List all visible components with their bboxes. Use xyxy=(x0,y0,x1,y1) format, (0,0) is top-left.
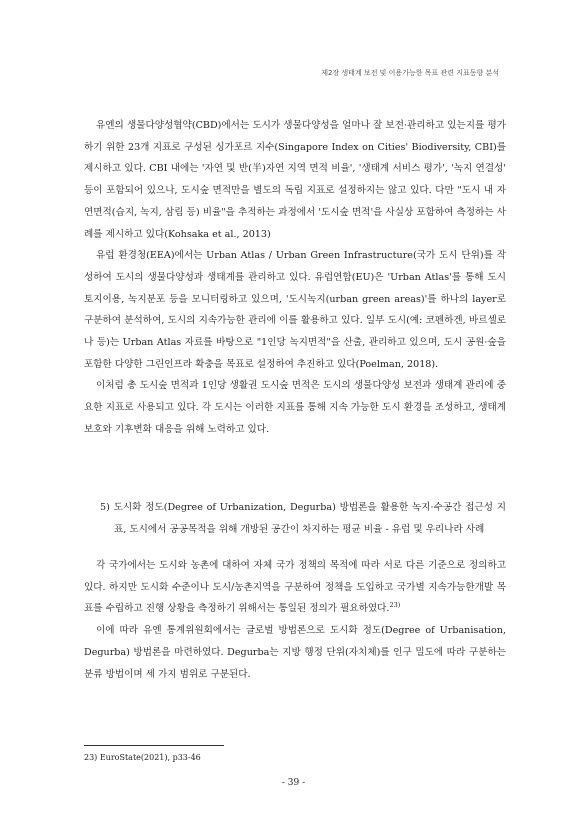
paragraph-cbd: 유엔의 생물다양성협약(CBD)에서는 도시가 생물다양성을 얼마나 잘 보전·관리하고 있는지를 평가하기 위한 23개 지표로 구성된 싱가포르 지수(Singapore Index on Cities' Biodiversity, CBI)를 제시하고 있다. CBI 내에는 '자연 및 반(半)자연 지역 면적 비율', '생태계 서비스 평가', '녹지 연결성' 등이 포함되어 있으나, 도시숲 면적만을 별도의 독립 지표로 설정하지는 않고 있다. 다만 "도시 내 자연면적(습지, 녹지, 삼림 등) 비율"을 추적하는 과정에서 '도시숲 면적'을 사실상 포함하여 측정하는 사례를 제시하고 있다(Kohsaka et al., 2013) xyxy=(84,120,506,240)
section-heading-text: 5) 도시화 정도(Degree of Urbanization, Degurba) 방법론을 활용한 녹지·수공간 접근성 지표, 도시에서 공공목적을 위해 개방된 공간이 차지하는 평균 비율 - 유럽 및 우리나라 사례 xyxy=(100,502,506,535)
running-header: 제2장 생태계 보전 및 이용가능한 목표 관련 지표동향 분석 xyxy=(321,69,499,77)
paragraph-urban-rural xyxy=(84,555,506,620)
page-number: - 39 - xyxy=(281,778,306,788)
paragraph-degurba: 이에 따라 유엔 통계위원회에서는 글로벌 방법론으로 도시화 정도(Degree of Urbanisation, Degurba) 방법론을 마련하였다. Degurba는 지방 행정 단위(자치체)를 인구 밀도에 따라 구분하는 분류 방법이며 세 가지 범위로 구분된다. xyxy=(84,625,506,680)
paragraph-summary: 이처럼 총 도시숲 면적과 1인당 생활권 도시숲 면적은 도시의 생물다양성 보전과 생태계 관리에 중요한 지표로 사용되고 있다. 각 도시는 이러한 지표를 통해 지속 가능한 도시 환경을 조성하고, 생태계 보호와 기후변화 대응을 위해 노력하고 있다. xyxy=(84,380,506,435)
footnote-reference[interactable]: 23) xyxy=(389,601,401,610)
footnote: 23) EuroState(2021), p33-46 xyxy=(84,753,201,762)
body-section-2 xyxy=(84,555,506,685)
section-heading xyxy=(100,497,506,540)
paragraph-urban-rural-text: 각 국가에서는 도시와 농촌에 대하여 자체 국가 정책의 목적에 따라 서로 다른 기준으로 정의하고 있다. 하지만 도시화 수준이나 도시/농촌지역을 구분하여 정책을 도입하고 국가별 지속가능한개발 목표를 수립하고 진행 상황을 측정하기 위해서는 통일된 정의가 필요하였다. xyxy=(84,560,506,615)
footnote-divider xyxy=(84,745,224,746)
body-section-1 xyxy=(84,115,506,441)
paragraph-eea: 유럽 환경청(EEA)에서는 Urban Atlas / Urban Green Infrastructure(국가 도시 단위)를 작성하여 도시의 생물다양성과 생태계를 관리하고 있다. 유럽연합(EU)은 'Urban Atlas'를 통해 도시 토지이용, 녹지분포 등을 모니터링하고 있으며, '도시녹지(urban green areas)'를 하나의 layer로 구분하여 분석하여, 도시의 지속가능한 관리에 이를 활용하고 있다. 일부 도시(예: 코펜하겐, 바르셀로나 등)는 Urban Atlas 자료를 바탕으로 "1인당 녹지면적"을 산출, 관리하고 있으며, 도시 공원·숲을 포함한 다양한 그린인프라 확충을 목표로 설정하여 추진하고 있다(Poelman, 2018). xyxy=(84,250,506,370)
